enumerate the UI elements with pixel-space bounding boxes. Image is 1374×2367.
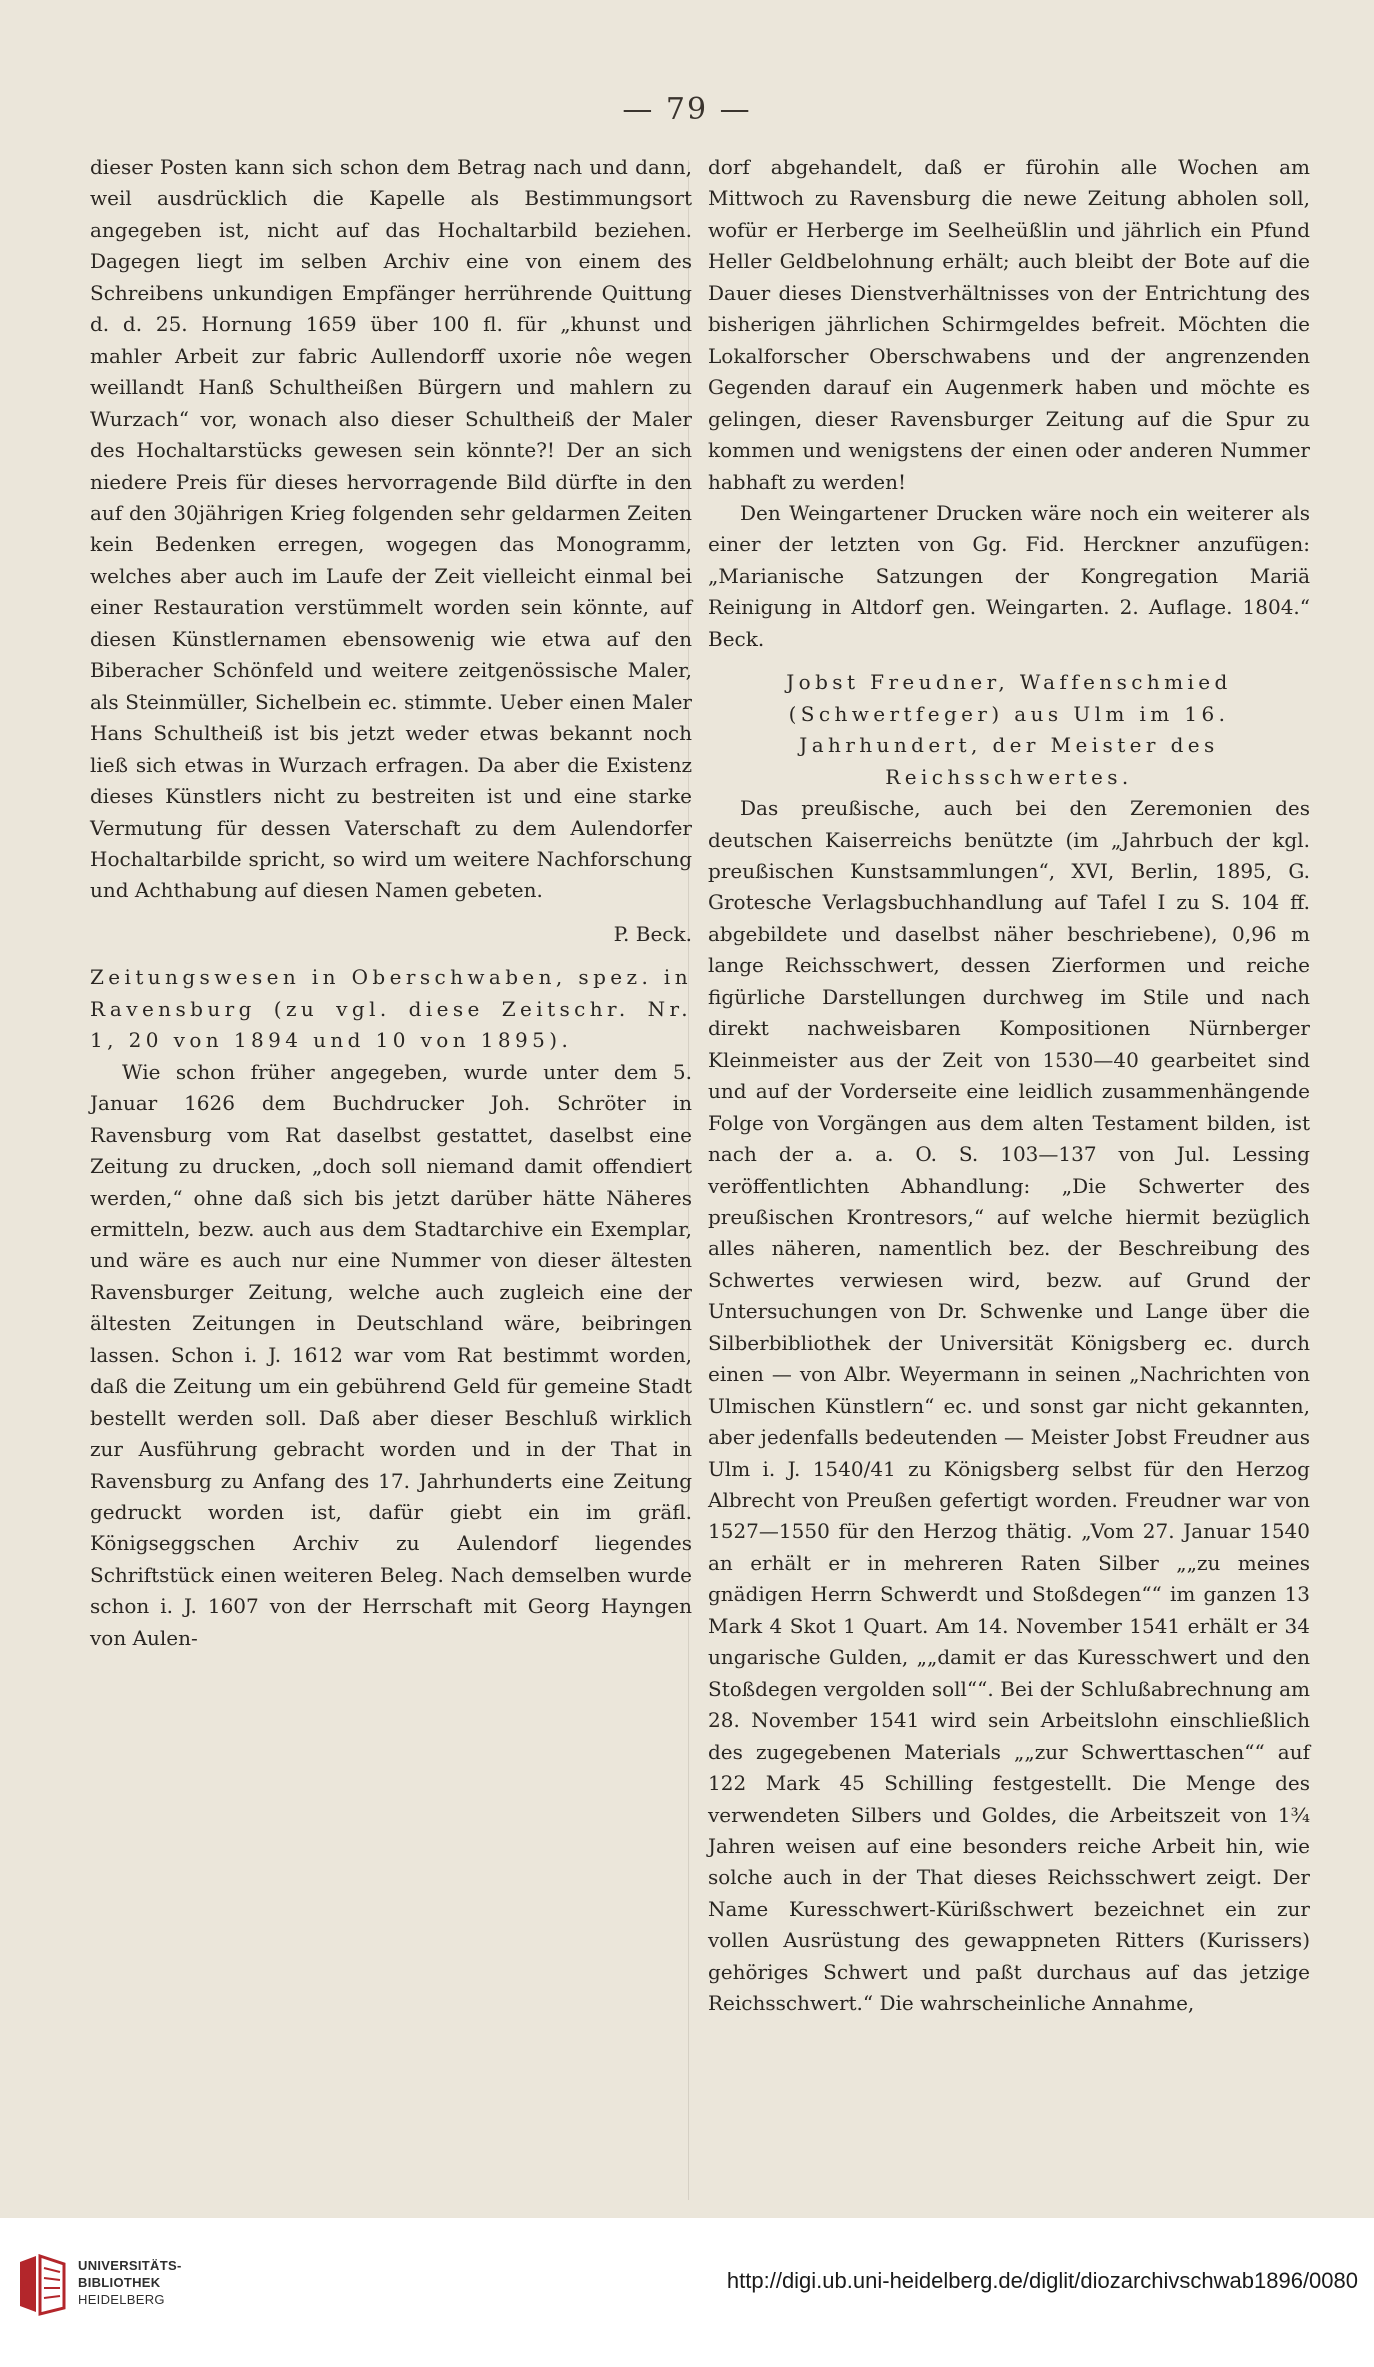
column-divider xyxy=(688,160,689,2200)
library-logo-icon xyxy=(14,2254,70,2316)
text-paragraph: dieser Posten kann sich schon dem Betrag nach und dann, weil ausdrücklich die Kapelle als Bestimmungsort angegeben ist, nicht auf das Hochaltarbild beziehen. Dagegen liegt im selben Archiv eine von einem des Schreibens unkundigen Empfänger herrührende Quittung d. d. 25. Hornung 1659 über 100 fl. für „khunst und mahler Arbeit zur fabric Aullendorff uxorie nôe wegen weillandt Hanß Schultheißen Bürgern und mahlern zu Wurzach“ vor, wonach also dieser Schultheiß der Maler des Hochaltarstücks gewesen sein könnte?! Der an sich niedere Preis für dieses hervorragende Bild dürfte in den auf den 30jährigen Krieg folgenden sehr geldarmen Zeiten kein Bedenken erregen, wogegen das Monogramm, welches aber auch im Laufe der Zeit vielleicht einmal bei einer Restauration verstümmelt worden sein könnte, auf diesen Künstlernamen ebensowenig wie etwa auf den Biberacher Schönfeld und weitere zeitgenössische Maler, als Steinmüller, Sichelbein ec. stimmte. Ueber einen Maler Hans Schultheiß ist bis jetzt weder etwas bekannt noch ließ sich etwas in Wurzach erfragen. Da aber die Existenz dieses Künstlers nicht zu bestreiten ist und eine starke Vermutung für dessen Vaterschaft zu dem Aulendorfer Hochaltarbilde spricht, so wird um weitere Nachforschung und Achthabung auf diesen Namen gebeten. xyxy=(90,155,692,903)
text-paragraph: Den Weingartener Drucken wäre noch ein weiterer als einer der letzten von Gg. Fid. Herckner anzufügen: „Marianische Satzungen der Kongregation Mariä Reinigung in Altdorf gen. Weingarten. 2. Auflage. 1804.“ Beck. xyxy=(708,500,1310,651)
paragraph-gap xyxy=(708,655,1310,667)
text-paragraph: dorf abgehandelt, daß er fürohin alle Wochen am Mittwoch zu Ravensburg die newe Zeitung abholen soll, wofür er Herberge im Seelheüßlin und jährlich ein Pfund Heller Geldbelohnung erhält; auch bleibt der Bote auf die Dauer dieses Dienstverhältnisses von der Entrichtung des bisherigen jährlichen Schirmgeldes befreit. Möchten die Lokalforscher Oberschwabens und der angrenzenden Gegenden darauf ein Augenmerk haben und möchte es gelingen, dieser Ravensburger Zeitung auf die Spur zu kommen und wenigstens der einen oder anderen Nummer habhaft zu werden! xyxy=(708,155,1310,494)
paragraph-gap xyxy=(90,907,692,919)
right-column xyxy=(708,152,1310,2020)
logo-line-1: UNIVERSITÄTS- xyxy=(78,2258,182,2273)
text-paragraph: Das preußische, auch bei den Zeremonien des deutschen Kaiserreichs benützte (im „Jahrbuch der kgl. preußischen Kunstsammlungen“, XVI, Berlin, 1895, G. Grotesche Verlagsbuchhandlung auf Tafel I zu S. 104 ff. abgebildete und daselbst näher beschriebene), 0,96 m lange Reichsschwert, dessen Zierformen und reiche figürliche Darstellungen durchweg im Stile und nach direkt nachweisbaren Kompositionen Nürnberger Kleinmeister aus der Zeit von 1530—40 gearbeitet sind und auf der Vorderseite eine leidlich zusammenhängende Folge von Vorgängen aus dem alten Testament bilden, ist nach der a. a. O. S. 103—137 von Jul. Lessing veröffentlichten Abhandlung: „Die Schwerter des preußischen Krontresors,“ auf welche hiermit bezüglich alles näheren, namentlich bez. der Beschreibung des Schwertes verwiesen wird, bezw. auf Grund der Untersuchungen von Dr. Schwenke und Lange über die Silberbibliothek der Universität Königsberg ec. durch einen — von Albr. Weyermann in seinen „Nachrichten von Ulmischen Künstlern“ ec. und sonst gar nicht gekannten, aber jedenfalls bedeutenden — Meister Jobst Freudner aus Ulm i. J. 1540/41 zu Königsberg selbst für den Herzog Albrecht von Preußen gefertigt worden. Freudner war von 1527—1550 für den Herzog thätig. „Vom 27. Januar 1540 an erhält er in mehreren Raten Silber „„zu meines gnädigen Herrn Schwerdt und Stoßdegen““ im ganzen 13 Mark 4 Skot 1 Quart. Am 14. November 1541 erhält er 34 ungarische Gulden, „„damit er das Kuresschwert und den Stoßdegen vergolden soll““. Bei der Schlußabrechnung am 28. November 1541 wird sein Arbeitslohn einschließlich des zugegebenen Materials „„zur Schwerttaschen““ auf 122 Mark 45 Schilling festgestellt. Die Menge des verwendeten Silbers und Goldes, die Arbeitszeit von 1¾ Jahren weisen auf eine besonders reiche Arbeit hin, wie solche auch in der That dieses Reichsschwert zeigt. Der Name Kuresschwert-Kürißschwert bezeichnet ein zur vollen Ausrüstung des gewappneten Ritters (Kurissers) gehöriges Schwert und paßt durchaus auf das jetzige Reichsschwert.“ Die wahrscheinliche Annahme, xyxy=(708,796,1310,2016)
logo-line-3: HEIDELBERG xyxy=(78,2292,165,2307)
text-paragraph: P. Beck. xyxy=(613,921,692,946)
page-number: — 79 — xyxy=(622,92,752,127)
logo-line-2: BIBLIOTHEK xyxy=(78,2275,161,2290)
paragraph-gap xyxy=(90,950,692,962)
source-url[interactable]: http://digi.ub.uni-heidelberg.de/diglit/diozarchivschwab1896/0080 xyxy=(726,2268,1358,2293)
left-column xyxy=(90,152,692,1654)
text-paragraph: Jobst Freudner, Waffenschmied (Schwertfeger) aus Ulm im 16. Jahrhundert, der Meister des Reichsschwertes. xyxy=(786,670,1232,789)
library-logo-text xyxy=(78,2257,182,2308)
text-paragraph: Wie schon früher angegeben, wurde unter dem 5. Januar 1626 dem Buchdrucker Joh. Schröter in Ravensburg vom Rat daselbst gestattet, daselbst eine Zeitung zu drucken, „doch soll niemand damit offendiert werden,“ ohne daß sich bis jetzt darüber hätte Näheres ermitteln, bezw. auch aus dem Stadtarchive ein Exemplar, und wäre es auch nur eine Nummer von dieser ältesten Ravensburger Zeitung, welche auch zugleich eine der ältesten Zeitungen in Deutschland wäre, beibringen lassen. Schon i. J. 1612 war vom Rat bestimmt worden, daß die Zeitung um ein gebührend Geld für gemeine Stadt bestellt werden soll. Daß aber dieser Beschluß wirklich zur Ausführung gebracht worden und in der That in Ravensburg zu Anfang des 17. Jahrhunderts eine Zeitung gedruckt worden ist, dafür giebt ein im gräfl. Königseggschen Archiv zu Aulendorf liegendes Schriftstück einen weiteren Beleg. Nach demselben wurde schon i. J. 1607 von der Herrschaft mit Georg Hayngen von Aulen- xyxy=(90,1059,692,1650)
text-paragraph: Zeitungswesen in Oberschwaben, spez. in Ravensburg (zu vgl. diese Zeitschr. Nr. 1, 20 von 1894 und 10 von 1895). xyxy=(90,965,692,1053)
